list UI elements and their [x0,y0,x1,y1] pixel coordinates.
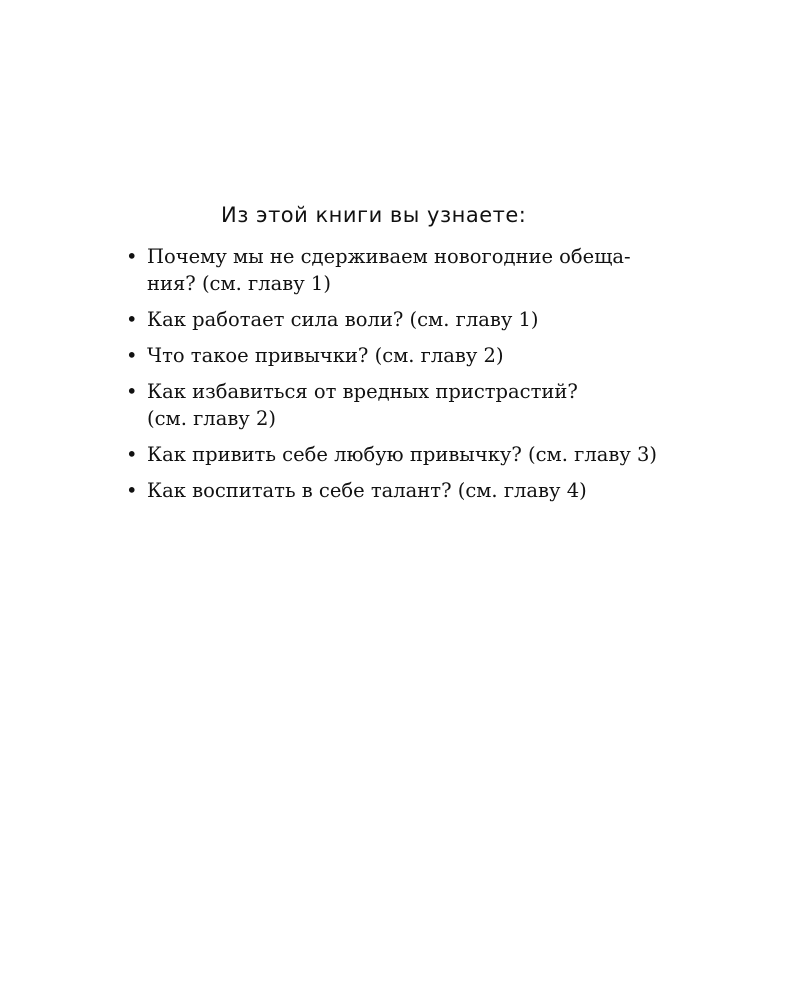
list-item [126,243,668,297]
list-item [126,441,668,468]
list-item-text: Как привить себе любую привычку? (см. главу 3) [147,443,658,466]
topics-list [126,243,668,513]
bullet-icon: • [126,443,138,466]
page-heading: Из этой книги вы узнаете: [221,203,527,227]
list-item-text: Как работает сила воли? (см. главу 1) [147,308,539,331]
bullet-icon: • [126,308,138,331]
bullet-icon: • [126,380,138,403]
list-item [126,477,668,504]
list-item-text: Как избавиться от вредных пристрастий? (см. главу 2) [147,380,578,430]
list-item-text: Что такое привычки? (см. главу 2) [147,344,504,367]
list-item [126,306,668,333]
bullet-icon: • [126,344,138,367]
bullet-icon: • [126,479,138,502]
list-item-text: Почему мы не сдерживаем новогодние обеща- ния? (см. главу 1) [147,245,631,295]
bullet-icon: • [126,245,138,268]
list-item [126,378,668,432]
list-item [126,342,668,369]
list-item-text: Как воспитать в себе талант? (см. главу 4) [147,479,587,502]
